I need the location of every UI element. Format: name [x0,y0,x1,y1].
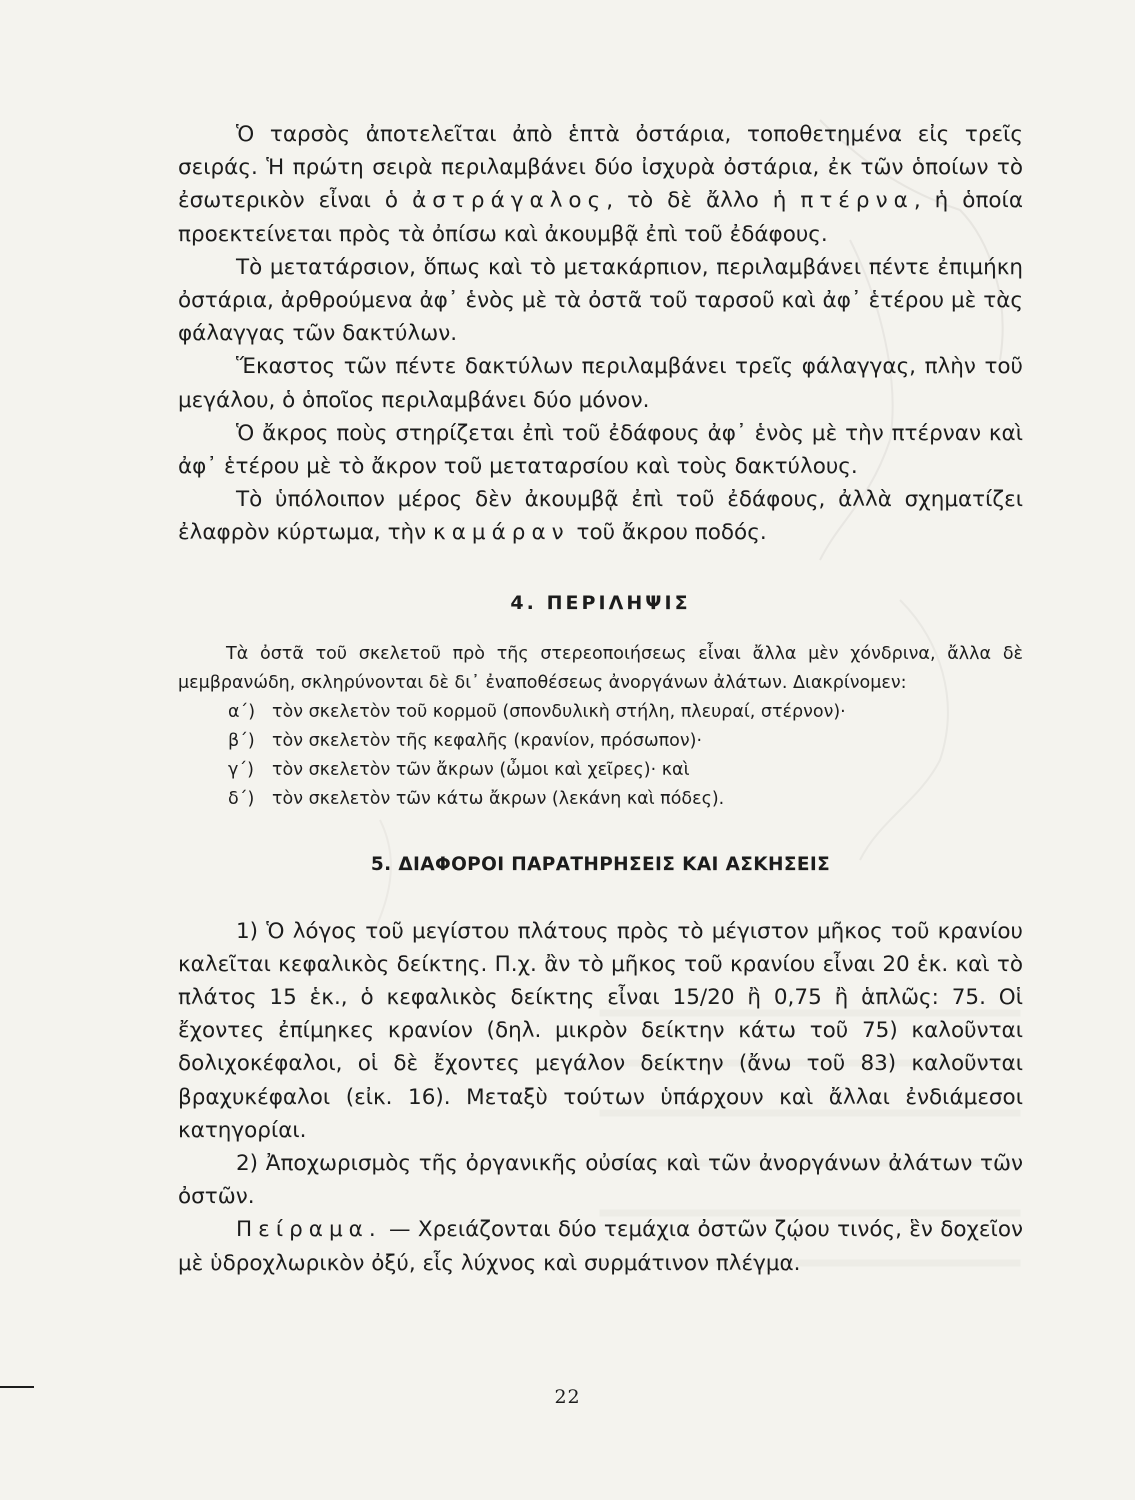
experiment-label: Πείραμα. [236,1217,382,1243]
list-item [228,727,1023,756]
list-item-text: τὸν σκελετὸν τῶν κάτω ἄκρων (λεκάνη καὶ πόδες). [272,788,725,809]
paragraph-arch-tail: τοῦ ἄκρου ποδός. [569,520,767,546]
term-astragalos: ἀστράγαλος [412,188,607,214]
term-pterna: πτέρνα [800,188,914,214]
paragraph-metatarsus: Τὸ μετατάρσιον, ὅπως καὶ τὸ μετακάρπιον, περιλαμβάνει πέντε ἐπιμήκη ὀστάρια, ἀρθρούμενα ἀφ᾽ ἑνὸς μὲ τὰ ὀστᾶ τοῦ ταρσοῦ καὶ ἀφ᾽ ἑτέρου μὲ τὰς φάλαγγας τῶν δακτύλων. [178,254,1023,347]
paragraph-arch-text: Τὸ ὑπόλοιπον μέρος δὲν ἀκουμβᾷ ἐπὶ τοῦ ἐδάφους, ἀλλὰ σχηματίζει ἐλαφρὸν κύρτωμα, τὴν [178,487,1023,546]
section-5-heading: 5. ΔΙΑΦΟΡΟΙ ΠΑΡΑΤΗΡΗΣΕΙΣ ΚΑΙ ΑΣΚΗΣΕΙΣ [370,853,831,875]
page-number: 22 [554,1386,581,1408]
paragraph-tarsus [178,118,1023,251]
page-body [178,118,1023,1280]
term-kamara: καμάραν [433,520,570,546]
list-item [228,698,1023,727]
list-item-text: τὸν σκελετὸν τῆς κεφαλῆς (κρανίον, πρόσωπον)· [272,730,703,751]
paragraph-tarsus-text: Ὁ ταρσὸς ἀποτελεῖται ἀπὸ ἑπτὰ ὀστάρια, τοποθετημένα εἰς τρεῖς σειράς. Ἡ πρώτη σειρὰ περιλαμβάνει δύο ἰσχυρὰ ὀστάρια, ἐκ τῶν ὁποίων τὸ ἐσωτερικὸν εἶναι ὁ [178,122,1023,214]
list-marker: α΄) [228,701,256,722]
list-item [228,785,1023,814]
list-item [228,756,1023,785]
experiment-text: — Χρειάζονται δύο τεμάχια ὀστῶν ζῴου τινός, ἓν δοχεῖον μὲ ὑδροχλωρικὸν ὀξύ, εἷς λύχνος καὶ συρμάτινον πλέγμα. [178,1217,1023,1276]
section-4-heading: 4. ΠΕΡΙΛΗΨΙΣ [510,591,691,614]
paragraph-foot-support: Ὁ ἄκρος ποὺς στηρίζεται ἐπὶ τοῦ ἐδάφους ἀφ᾽ ἑνὸς μὲ τὴν πτέρναν καὶ ἀφ᾽ ἑτέρου μὲ τὸ ἄκρον τοῦ μεταταρσίου καὶ τοὺς δακτύλους. [178,420,1023,480]
paragraph-tarsus-tail: , ἡ ὁποία προεκτείνεται πρὸς τὰ ὀπίσω καὶ ἀκουμβᾷ ἐπὶ τοῦ ἐδάφους. [178,188,1023,247]
list-item-text: τὸν σκελετὸν τῶν ἄκρων (ὦμοι καὶ χεῖρες)· καὶ [272,759,690,780]
list-marker: δ΄) [228,788,255,809]
paragraph-arch [178,483,1023,549]
paragraph-experiment [178,1213,1023,1279]
section-4-summary [178,640,1023,814]
paragraph-toes: Ἕκαστος τῶν πέντε δακτύλων περιλαμβάνει τρεῖς φάλαγγας, πλὴν τοῦ μεγάλου, ὁ ὁποῖος περιλαμβάνει δύο μόνον. [178,354,1023,413]
list-marker: γ΄) [228,759,254,780]
paragraph-separation: 2) Ἀποχωρισμὸς τῆς ὀργανικῆς οὐσίας καὶ τῶν ἀνοργάνων ἀλάτων τῶν ὀστῶν. [178,1151,1023,1210]
list-marker: β΄) [228,730,255,751]
summary-intro: Τὰ ὀστᾶ τοῦ σκελετοῦ πρὸ τῆς στερεοποιήσεως εἶναι ἄλλα μὲν χόνδρινα, ἄλλα δὲ μεμβρανώδη, σκληρύνονται δὲ δι᾽ ἐναποθέσεως ἀνοργάνων ἀλάτων. Διακρίνομεν: [178,643,1023,693]
skeleton-parts-list [178,698,1023,814]
paragraph-cephalic-index: 1) Ὁ λόγος τοῦ μεγίστου πλάτους πρὸς τὸ μέγιστον μῆκος τοῦ κρανίου καλεῖται κεφαλικὸς δείκτης. Π.χ. ἂν τὸ μῆκος τοῦ κρανίου εἶναι 20 ἑκ. καὶ τὸ πλάτος 15 ἑκ., ὁ κεφαλικὸς δείκτης εἶναι 15/20 ἢ 0,75 ἢ ἁπλῶς: 75. Οἱ ἔχοντες ἐπίμηκες κρανίον (δηλ. μικρὸν δείκτην κάτω τοῦ 75) καλοῦνται δολιχοκέφαλοι, οἱ δὲ ἔχοντες μεγάλον δείκτην (ἄνω τοῦ 83) καλοῦνται βραχυκέφαλοι (εἰκ. 16). Μεταξὺ τούτων ὑπάρχουν καὶ ἄλλαι ἐνδιάμεσοι κατηγορίαι. [178,918,1023,1143]
list-item-text: τὸν σκελετὸν τοῦ κορμοῦ (σπονδυλικὴ στήλη, πλευραί, στέρνον)· [272,701,846,722]
paragraph-tarsus-mid: , τὸ δὲ ἄλλο ἡ [606,188,801,214]
